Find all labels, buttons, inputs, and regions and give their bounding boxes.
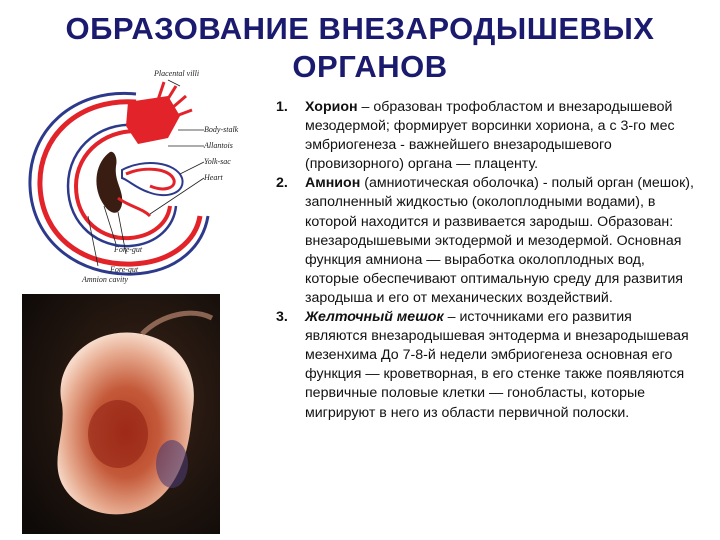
embryo-photo-svg [22,294,220,534]
yolk-sac-red [126,169,174,189]
label-foregut: Fore-gut [114,245,143,254]
amnion-inner-line [76,131,170,238]
heart-line [118,198,150,216]
label-allantois: Allantois [204,141,233,150]
embryo-photo [22,294,220,534]
body-stalk-shape [126,96,180,144]
label-body-stalk: Body-stalk [204,125,239,134]
label-placental-villi: Placental villi [154,69,200,78]
item-text: – источниками его развития являются внезародышевая энтодерма и внезародышевая мезенхима До 7-8-й недели эмбриогенеза основная его функция — кроветворная, в его стенке также появляются первичные половые клетки — гонобласты, которые мигрируют в него из области первичной полоски. [305,309,689,421]
item-number: 1. [276,99,288,115]
organ-list [276,98,696,423]
embryo-diagram-svg [18,66,258,294]
embryo-heart-region [88,400,148,468]
embryo-diagram [18,66,258,294]
list-item-amnion [276,174,696,308]
title-line-1: ОБРАЗОВАНИЕ ВНЕЗАРОДЫШЕВЫХ [65,11,655,46]
embryo-body-shape [96,152,122,213]
item-term: Амнион [305,175,361,192]
title-line-2: ОРГАНОВ [292,49,448,84]
label-amnion-cavity: Amnion cavity [82,275,128,284]
list-item-yolk-sac [276,308,696,423]
item-term: Желточный мешок [305,309,444,326]
item-term: Хорион [305,99,358,115]
item-number: 3. [276,309,288,326]
item-text: – образован трофобластом и внезародышевой мезодермой; формирует ворсинки хориона, а с 3-го мес эмбриогенеза - важнейшего внезародышевого (провизорного) органа — плаценту. [305,99,675,173]
label-yolk-sac: Yolk-sac [204,157,231,166]
label-hindgut: Fore-gut [110,265,139,274]
list-item-chorion [276,98,696,174]
label-heart: Heart [204,173,223,182]
item-text: (амниотическая оболочка) - полый орган (мешок), заполненный жидкостью (околоплодными водами), в которой находится и развивается зародыш. Образован: внезародышевыми эктодермой и мезодермой. Основная функция амниона — выработка околоплодных вод, которые обеспечивают оптимальную среду для развития зародыша и его от механических воздействий. [305,175,694,306]
embryo-blue-region [156,440,188,488]
item-number: 2. [276,175,288,192]
